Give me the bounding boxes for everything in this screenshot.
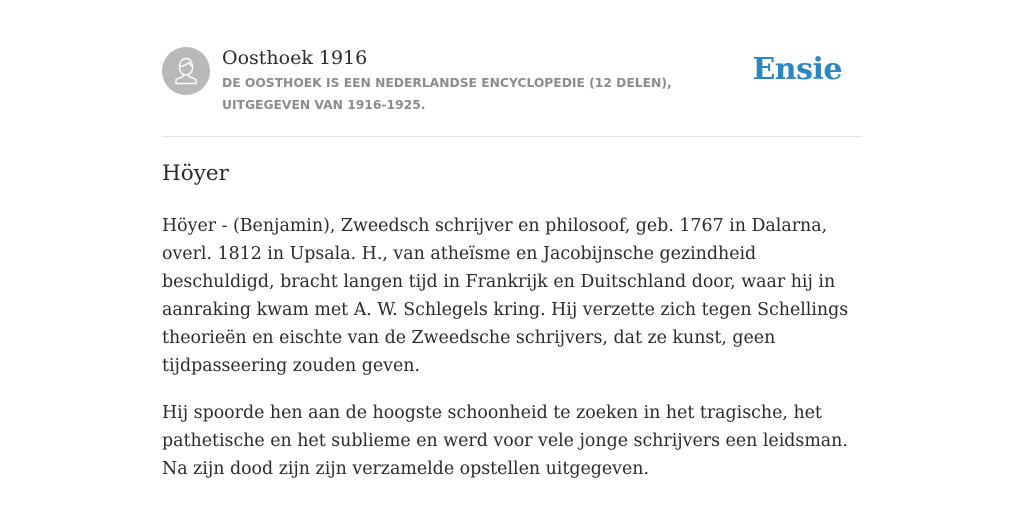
user-avatar-icon[interactable] bbox=[162, 47, 210, 95]
source-header bbox=[162, 44, 862, 137]
entry-paragraph: Höyer - (Benjamin), Zweedsch schrijver en philosoof, geb. 1767 in Dalarna, overl. 1812 in Upsala. H., van atheïsme en Jacobijnsche gezindheid beschuldigd, bracht langen tijd in Frankrijk en Duitschland door, waar hij in aanraking kwam met A. W. Schlegels kring. Hij verzette zich tegen Schellings theorieën en eischte van de Zweedsche schrijvers, dat ze kunst, geen tijdpasseering zouden geven. bbox=[162, 216, 849, 376]
source-description: DE OOSTHOEK IS EEN NEDERLANDSE ENCYCLOPEDIE (12 DELEN), UITGEGEVEN VAN 1916-1925. bbox=[222, 76, 672, 112]
entry-content bbox=[162, 212, 862, 502]
source-title[interactable]: Oosthoek 1916 bbox=[222, 47, 368, 69]
entry-title: Höyer bbox=[162, 161, 229, 186]
ensie-logo[interactable]: Ensie bbox=[752, 52, 842, 87]
entry-paragraph: Hij spoorde hen aan de hoogste schoonheid te zoeken in het tragische, het pathetische en het sublieme en werd voor vele jonge schrijvers een leidsman. Na zijn dood zijn zijn verzamelde opstellen uitgegeven. bbox=[162, 403, 848, 479]
